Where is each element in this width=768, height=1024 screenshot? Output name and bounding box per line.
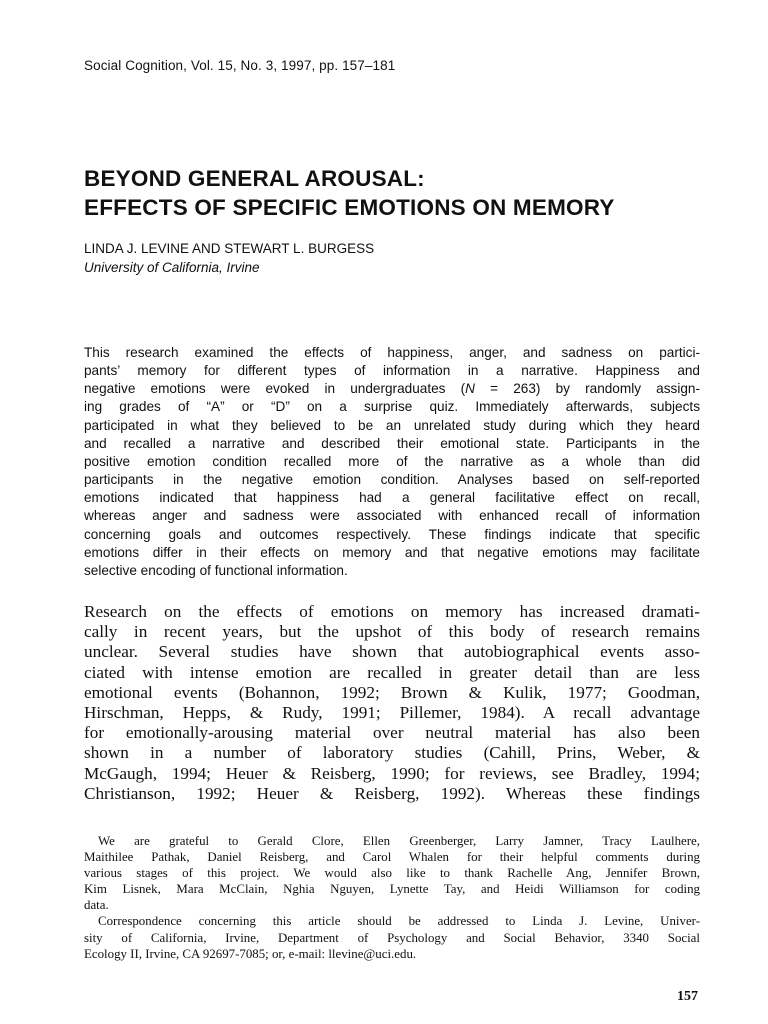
body-line: Research on the effects of emotions on memory has increased dramati- [84,602,700,621]
body-paragraph [84,602,700,804]
body-line: shown in a number of laboratory studies (Cahill, Prins, Weber, & [84,743,700,763]
footnote-line: Correspondence concerning this article should be addressed to Linda J. Levine, Univer- [98,914,700,929]
abstract-line: and recalled a narrative and described their emotional state. Participants in the [84,435,700,451]
abstract-line: positive emotion condition recalled more of the narrative as a whole than did [84,453,700,469]
author-affiliation: University of California, Irvine [84,260,260,275]
abstract-line: participated in what they believed to be an unrelated study during which they heard [84,417,700,433]
abstract-line: whereas anger and sadness were associated with enhanced recall of information [84,508,700,524]
abstract-line: selective encoding of functional information. [84,562,348,578]
footnotes [84,833,700,962]
abstract-line: emotions indicated that happiness had a general facilitative effect on recall, [84,490,700,506]
body-line: for emotionally-arousing material over neutral material has also been [84,723,700,743]
body-line: McGaugh, 1994; Heuer & Reisberg, 1990; for reviews, see Bradley, 1994; [84,763,700,783]
abstract-line: concerning goals and outcomes respectively. These findings indicate that specific [84,526,700,542]
body-line: emotional events (Bohannon, 1992; Brown & Kulik, 1977; Goodman, [84,682,700,702]
abstract [84,344,700,580]
footnote-line: sity of California, Irvine, Department of Psychology and Social Behavior, 3340 Social [84,930,700,945]
body-line: Hirschman, Hepps, & Rudy, 1991; Pillemer, 1984). A recall advantage [84,703,700,723]
abstract-line: pants’ memory for different types of information in a narrative. Happiness and [84,363,700,379]
abstract-line: negative emotions were evoked in undergraduates (N = 263) by randomly assign- [84,381,700,397]
footnote-line: various stages of this project. We would also like to thank Rachelle Ang, Jennifer Brown, [84,866,700,881]
abstract-line: ing grades of “A” or “D” on a surprise quiz. Immediately afterwards, subjects [84,399,700,415]
title-line-1: BEYOND GENERAL AROUSAL: [84,166,425,191]
body-line: cally in recent years, but the upshot of this body of research remains [84,622,700,642]
abstract-line: This research examined the effects of happiness, anger, and sadness on partici- [84,345,700,360]
journal-citation: Social Cognition, Vol. 15, No. 3, 1997, pp. 157–181 [84,58,396,73]
footnote-line: data. [84,898,109,913]
page-number: 157 [677,989,698,1004]
body-line: ciated with intense emotion are recalled in greater detail than are less [84,662,700,682]
footnote-line: We are grateful to Gerald Clore, Ellen Greenberger, Larry Jamner, Tracy Laulhere, [98,834,700,848]
article-title [84,164,724,222]
footnote-line: Maithilee Pathak, Daniel Reisberg, and Carol Whalen for their helpful comments during [84,850,700,865]
title-line-2: EFFECTS OF SPECIFIC EMOTIONS ON MEMORY [84,195,615,220]
footnote-line: Ecology II, Irvine, CA 92697-7085; or, e-mail: llevine@uci.edu. [84,946,417,961]
footnote-line: Kim Lisnek, Mara McClain, Nghia Nguyen, Lynette Tay, and Heidi Williamson for coding [84,882,700,897]
abstract-line: participants in the negative emotion condition. Analyses based on self-reported [84,472,700,488]
abstract-line: emotions differ in their effects on memory and that negative emotions may facilitate [84,544,700,560]
body-line: Christianson, 1992; Heuer & Reisberg, 1992). Whereas these findings [84,783,700,803]
author-names: LINDA J. LEVINE AND STEWART L. BURGESS [84,241,375,256]
body-line: unclear. Several studies have shown that autobiographical events asso- [84,642,700,662]
